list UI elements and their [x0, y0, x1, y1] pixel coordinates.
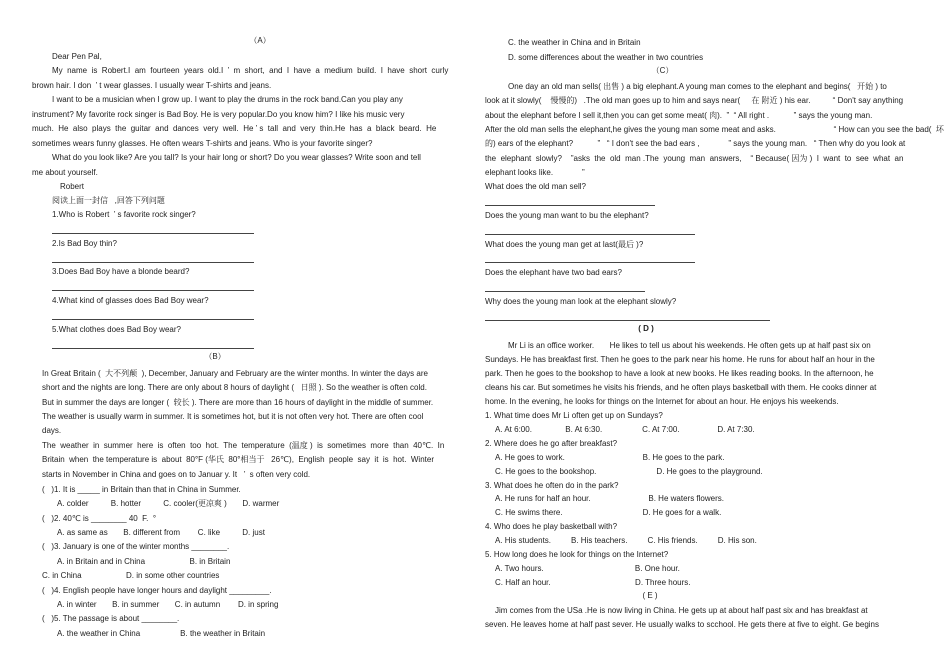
question: Does the elephant have two bad ears?	[485, 268, 622, 277]
passage-line: starts in November in China and goes on to Januar y. It ’ s often very cold.	[42, 470, 311, 479]
letter-line: instrument? My favorite rock singer is Bad Boy. He is very popular.Do you know him? I like his music very	[32, 110, 405, 119]
mc-question: 3. What does he often do in the park?	[485, 481, 619, 490]
section-d-title: ( D )	[638, 324, 654, 333]
passage-line: about the elephant before I sell it,then you can get some meat( 肉). ” “ All right . ” says the young man.	[485, 111, 873, 120]
section-e-title: ( E )	[642, 591, 658, 600]
passage-line: look at it slowly( 慢慢的) .The old man goes up to him and says near( 在 附近 ) his ear. “ Don't say anything	[485, 96, 904, 105]
mc-options: A. He goes to work. B. He goes to the park.	[495, 453, 725, 462]
passage-line: After the old man sells the elephant,he gives the young man some meat and asks. “ How can you see the bad( 坏	[485, 125, 944, 134]
passage-line: One day an old man sells( 出售 ) a big elephant.A young man comes to the elephant and begins( 开始 ) to	[508, 82, 887, 91]
mc-options: A. Two hours. B. One hour.	[495, 564, 680, 573]
passage-line: home. In the evening, he looks for things on the Internet for about an hour. He enjoys his weekends.	[485, 397, 839, 406]
passage-line: park. Then he goes to the bookshop to have a look at new books. He likes reading books. In the afternoon, he	[485, 369, 874, 378]
letter-line: What do you look like? Are you tall? Is your hair long or short? Do you wear glasses? Write soon and tell	[52, 153, 421, 162]
answer-line[interactable]	[485, 234, 695, 235]
mc-options: C. the weather in China and in Britain	[508, 38, 641, 47]
letter-signature: Robert	[60, 182, 85, 191]
mc-options: D. some differences about the weather in two countries	[508, 53, 704, 62]
passage-line: cleans his car. But sometimes he visits his friends, and he often plays basketball with them. He cooks dinner at	[485, 383, 877, 392]
passage-line: The weather in summer here is often too hot. The temperature (温度 ) is sometimes more than 40℃. In	[42, 441, 445, 450]
answer-line[interactable]	[52, 319, 254, 320]
question: Why does the young man look at the elephant slowly?	[485, 297, 677, 306]
answer-line[interactable]	[485, 320, 770, 321]
question: 5.What clothes does Bad Boy wear?	[52, 325, 181, 334]
letter-line: Dear Pen Pal,	[52, 52, 102, 61]
section-a-instruction: 阅读上面一封信 ,回答下列问题	[52, 196, 165, 205]
answer-line[interactable]	[485, 205, 655, 206]
passage-line: elephant looks like. ”	[485, 168, 585, 177]
mc-options: A. He runs for half an hour. B. He waters flowers.	[495, 494, 724, 503]
passage-line: In Great Britain ( 大不列颠 ), December, January and February are the winter months. In winter the days are	[42, 369, 428, 378]
passage-line: Jim comes from the USa .He is now living in China. He gets up at about half past six and has breakfast at	[495, 606, 868, 615]
question: 3.Does Bad Boy have a blonde beard?	[52, 267, 190, 276]
passage-line: Mr Li is an office worker. He likes to tell us about his weekends. He often gets up at half past six on	[508, 341, 871, 350]
mc-options: A. His students. B. His teachers. C. His friends. D. His son.	[495, 536, 757, 545]
question: 1.Who is Robert ’ s favorite rock singer?	[52, 210, 196, 219]
question: Does the young man want to bu the elephant?	[485, 211, 649, 220]
passage-line: short and the nights are long. There are only about 8 hours of daylight ( 日照 ). So the weather is often cold.	[42, 383, 427, 392]
mc-options: A. in winter B. in summer C. in autumn D. in spring	[57, 600, 279, 609]
question: 4.What kind of glasses does Bad Boy wear?	[52, 296, 209, 305]
mc-question: ( )2. 40℃ is ________ 40 F. °	[42, 514, 157, 523]
answer-line[interactable]	[485, 291, 645, 292]
mc-question: 2. Where does he go after breakfast?	[485, 439, 618, 448]
letter-line: sometimes wears funny glasses. He often wears T-shirts and jeans. Who is your favorite singer?	[32, 139, 373, 148]
letter-line: My name is Robert.I am fourteen years old.I ’ m short, and I have a medium build. I have short curly	[52, 66, 449, 75]
letter-line: I want to be a musician when I grow up. I want to play the drums in the rock band.Can you play any	[52, 95, 403, 104]
mc-options: C. He swims there. D. He goes for a walk.	[495, 508, 722, 517]
section-b-title: （B）	[204, 352, 226, 361]
answer-line[interactable]	[52, 262, 254, 263]
answer-line[interactable]	[52, 233, 254, 234]
question: What does the young man get at last(最后 )?	[485, 240, 644, 249]
passage-line: The weather is usually warm in summer. It is sometimes hot, but it is not often very hot. There are often cool	[42, 412, 424, 421]
mc-question: ( )1. It is _____ in Britain than that in China in Summer.	[42, 485, 241, 494]
mc-question: 5. How long does he look for things on the Internet?	[485, 550, 669, 559]
question: What does the old man sell?	[485, 182, 586, 191]
mc-options: A. in Britain and in China B. in Britain	[57, 557, 231, 566]
passage-line: 的) ears of the elephant? ” “ I don't see the bad ears , ” says the young man. “ Then why do you look at	[485, 139, 906, 148]
mc-question: 4. Who does he play basketball with?	[485, 522, 618, 531]
letter-line: brown hair. I don ’ t wear glasses. I usually wear T-shirts and jeans.	[32, 81, 272, 90]
passage-line: Britain when the temperature is about 80°F (华氏 80°相当于 26℃), English people say it is hot. Winter	[42, 455, 434, 464]
passage-line: days.	[42, 426, 62, 435]
answer-line[interactable]	[52, 290, 254, 291]
mc-options: A. the weather in China B. the weather in Britain	[57, 629, 266, 638]
answer-line[interactable]	[52, 348, 254, 349]
passage-line: But in summer the days are longer ( 较长 ). There are more than 16 hours of daylight in the middle of summer.	[42, 398, 434, 407]
mc-question: ( )3. January is one of the winter months ________.	[42, 542, 230, 551]
mc-options: A. At 6:00. B. At 6:30. C. At 7:00. D. At 7:30.	[495, 425, 755, 434]
mc-options: A. colder B. hotter C. cooler(更凉爽 ) D. warmer	[57, 499, 280, 508]
passage-line: seven. He leaves home at half past sever. He usually walks to scchool. He gets there at five to eight. Ge begins	[485, 620, 879, 629]
letter-line: me about yourself.	[32, 168, 98, 177]
mc-options: A. as same as B. different from C. like D. just	[57, 528, 265, 537]
passage-line: Sundays. He has breakfast first. Then he goes to the park near his home. He runs for about half an hour in the	[485, 355, 875, 364]
section-c-title: （C）	[651, 66, 674, 75]
mc-question: ( )5. The passage is about ________.	[42, 614, 180, 623]
section-a-title: （A）	[249, 36, 271, 45]
answer-line[interactable]	[485, 262, 695, 263]
question: 2.Is Bad Boy thin?	[52, 239, 117, 248]
passage-line: the elephant slowly? ”asks the old man .The young man answers, “ Because( 因为 ) I want to see what an	[485, 154, 904, 163]
mc-options: C. He goes to the bookshop. D. He goes to the playground.	[495, 467, 763, 476]
letter-line: much. He also plays the guitar and dances very well. He ’ s tall and very thin.He has a black beard. He	[32, 124, 437, 133]
mc-question: 1. What time does Mr Li often get up on Sundays?	[485, 411, 663, 420]
mc-question: ( )4. English people have longer hours and daylight _________.	[42, 586, 272, 595]
mc-options: C. in China D. in some other countries	[42, 571, 220, 580]
mc-options: C. Half an hour. D. Three hours.	[495, 578, 691, 587]
